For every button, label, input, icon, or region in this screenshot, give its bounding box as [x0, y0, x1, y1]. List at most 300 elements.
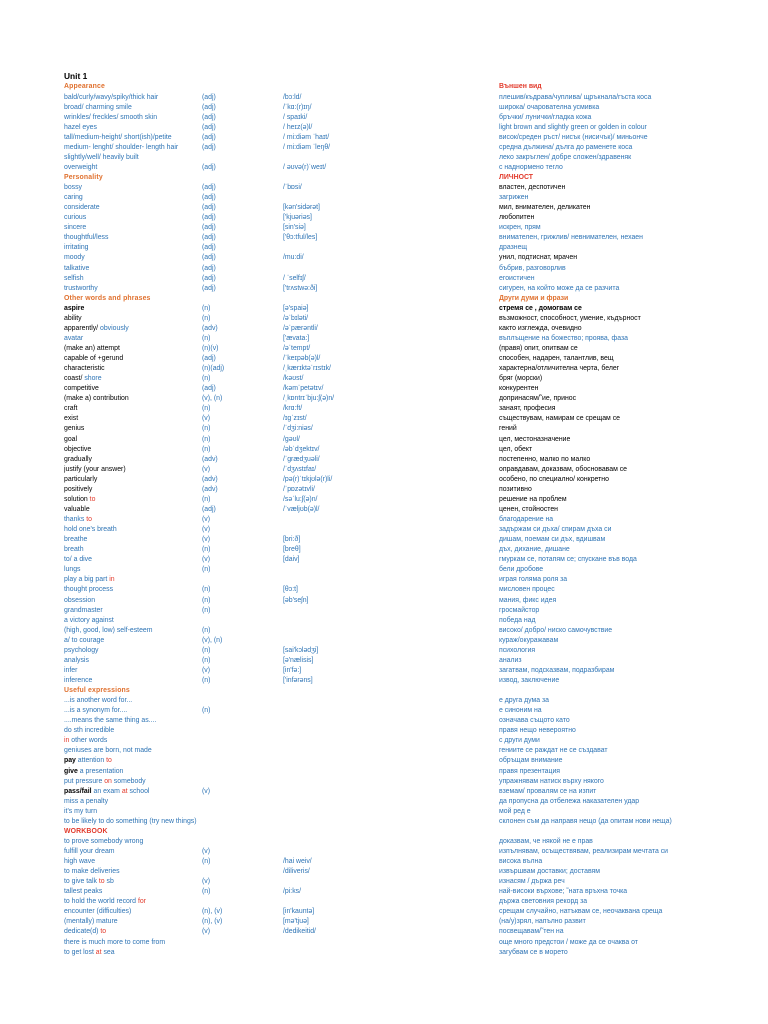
part-of-speech: (adj): [202, 93, 216, 101]
pronunciation: /krɑ:ft/: [283, 405, 303, 413]
term: exist: [64, 415, 79, 423]
term: geniuses are born, not made: [64, 747, 152, 755]
part-of-speech: (v): [202, 928, 211, 936]
translation: висок/среден ръст/ нисък (нисичък)/ миньонче: [499, 133, 648, 141]
term: selfish: [64, 274, 84, 282]
term-part: somebody: [111, 777, 146, 785]
part-of-speech: (adj): [202, 234, 216, 242]
term: irritating: [64, 244, 89, 252]
part-of-speech: (adj): [202, 254, 216, 262]
vocabulary-row: [0, 435, 768, 445]
translation: означава същото като: [499, 717, 570, 725]
pronunciation: / əʊvə(r)ˈweɪt/: [283, 163, 327, 171]
translation: характерна/отличителна черта, белег: [499, 365, 620, 373]
vocabulary-row: [0, 596, 768, 606]
vocabulary-row: [0, 907, 768, 917]
part-of-speech: (v): [202, 516, 211, 523]
vocabulary-row: [0, 726, 768, 736]
term: [64, 575, 198, 585]
part-of-speech: (adj): [202, 133, 216, 141]
translation: правя презентация: [499, 767, 561, 775]
pronunciation: /mu:di/: [283, 254, 304, 262]
term: bald/curly/wavy/spiky/thick hair: [64, 93, 159, 101]
translation: способен, надарен, талантлив, вещ: [499, 355, 614, 362]
vocabulary-row: [0, 113, 768, 123]
pronunciation: [əb'seʃn]: [283, 596, 309, 604]
vocabulary-row: [0, 364, 768, 374]
pronunciation: / ˈselfɪʃ/: [283, 274, 306, 282]
translation: задържам си дъха/ спирам дъха си: [499, 526, 612, 533]
vocabulary-row: [0, 857, 768, 867]
term: sincere: [64, 224, 87, 232]
vocabulary-row: [0, 354, 768, 364]
translation: Други думи и фрази: [499, 294, 569, 302]
pronunciation: /səˈlu:ʃ(ə)n/: [283, 495, 318, 503]
vocabulary-row: [0, 877, 768, 887]
vocabulary-row: [0, 606, 768, 616]
translation: сигурен, на който може да се разчита: [499, 284, 620, 292]
section-heading: Other words and phrases: [64, 294, 151, 302]
term: [64, 756, 198, 766]
term: hazel eyes: [64, 123, 97, 131]
pronunciation: ['infərəns]: [283, 676, 313, 684]
term-part: solution: [64, 495, 90, 503]
vocabulary-row: [0, 777, 768, 787]
vocabulary-row: [0, 274, 768, 284]
translation: (правя) опит, опитвам се: [499, 345, 578, 352]
translation: въплъщение на божество; проява, фаза: [499, 334, 628, 342]
term-part: attention: [75, 757, 107, 765]
part-of-speech: (adv): [202, 455, 218, 463]
translation: вземам/ провалям се на изпит: [499, 787, 597, 795]
term: to be likely to do something (try new things): [64, 817, 197, 825]
term: encounter (difficulties): [64, 908, 132, 916]
term: trustworthy: [64, 284, 98, 292]
term: miss a penalty: [64, 797, 109, 805]
term: [64, 515, 198, 525]
part-of-speech: (n): [202, 626, 211, 634]
vocabulary-row: [0, 706, 768, 716]
term-part: pay: [64, 757, 76, 765]
vocabulary-row: [0, 797, 768, 807]
term-part: other words: [69, 737, 108, 745]
term: [64, 736, 198, 746]
translation: бели дробове: [499, 566, 544, 574]
section-heading-row: [0, 82, 768, 92]
part-of-speech: (v): [202, 556, 211, 564]
term: positively: [64, 485, 93, 493]
term: [64, 324, 198, 334]
term-part: coast/: [64, 375, 85, 383]
vocabulary-row: [0, 887, 768, 897]
translation: конкурентен: [499, 385, 539, 393]
translation: леко закръглен/ добре сложен/здравеняк: [499, 153, 632, 161]
term: [64, 787, 198, 797]
term-part: to: [106, 757, 112, 765]
translation: (на/у)зрял, напълно развит: [499, 918, 586, 926]
vocabulary-row: [0, 867, 768, 877]
pronunciation: /diliveris/: [283, 868, 310, 876]
part-of-speech: (adj): [202, 244, 216, 252]
term: overweight: [64, 163, 98, 171]
vocabulary-row: [0, 485, 768, 495]
term: grandmaster: [64, 606, 103, 614]
pronunciation: [θɔ:t]: [283, 586, 298, 594]
translation: ЛИЧНОСТ: [499, 173, 533, 181]
term: breath: [64, 546, 84, 554]
term: thought process: [64, 586, 114, 594]
part-of-speech: (v): [202, 787, 211, 795]
part-of-speech: (v): [202, 878, 211, 886]
vocabulary-row: [0, 465, 768, 475]
vocabulary-row: [0, 243, 768, 253]
vocabulary-row: [0, 585, 768, 595]
pronunciation: /dedikeitid/: [283, 928, 316, 936]
translation: мил, внимателен, деликатен: [499, 204, 591, 212]
pronunciation: /ˌkærɪktəˈrɪstɪk/: [283, 365, 331, 373]
part-of-speech: (adj): [202, 103, 216, 111]
term: hold one's breath: [64, 526, 117, 533]
translation: мания, фикс идея: [499, 596, 557, 604]
translation: благодарение на: [499, 516, 554, 523]
term: caring: [64, 194, 83, 202]
vocabulary-row: [0, 666, 768, 676]
term-part: in: [109, 576, 115, 584]
vocabulary-row: [0, 616, 768, 626]
vocabulary-row: [0, 223, 768, 233]
part-of-speech: (n): [202, 707, 211, 715]
translation: склонен съм да направя нещо (да опитам нови неща): [499, 817, 672, 825]
pronunciation: [breθ]: [283, 546, 301, 554]
pronunciation: ['θɔ:tful/les]: [283, 234, 318, 242]
translation: ценен, стойностен: [499, 505, 558, 513]
translation: бръчки/ лунички/гладка кожа: [499, 113, 592, 121]
part-of-speech: (n), (v): [202, 908, 223, 916]
vocabulary-row: [0, 696, 768, 706]
term: bossy: [64, 184, 83, 191]
pronunciation: / mi:diəm ˈleŋθ/: [283, 143, 331, 151]
translation: правя нещо невероятно: [499, 727, 576, 735]
part-of-speech: (v): [202, 415, 211, 423]
term: [64, 927, 198, 937]
term: curious: [64, 214, 87, 222]
term: competitive: [64, 385, 99, 393]
pronunciation: /ˌkɒntrɪˈbju:ʃ(ə)n/: [283, 395, 335, 403]
term: craft: [64, 405, 78, 413]
term: psychology: [64, 646, 99, 654]
part-of-speech: (n): [202, 405, 211, 413]
vocabulary-row: [0, 767, 768, 777]
pronunciation: /kəmˈpetətɪv/: [283, 385, 324, 393]
part-of-speech: (n)(adj): [202, 365, 225, 373]
translation: най-високи върхове; ˜ната връхна точка: [499, 888, 628, 896]
pronunciation: ['kjuəriəs]: [283, 214, 312, 222]
pronunciation: ['trʌstwə:ði]: [283, 284, 318, 292]
pronunciation: /ˈvæljʊb(ə)l/: [283, 505, 320, 513]
term-part: at: [121, 787, 128, 795]
vocabulary-row: [0, 233, 768, 243]
part-of-speech: (n): [202, 435, 211, 443]
translation: особено, по специално/ конкретно: [499, 475, 609, 483]
pronunciation: /əˈtempt/: [283, 345, 311, 352]
vocabulary-row: [0, 817, 768, 827]
translation: гмуркам се, потапям се; спускане във вода: [499, 556, 637, 564]
translation: да пропусна да отбележа наказателен удар: [499, 797, 640, 805]
part-of-speech: (n): [202, 314, 211, 322]
term: valuable: [64, 505, 90, 513]
term-part: at: [95, 948, 102, 956]
pronunciation: /ˈdʒʌstɪfaɪ/: [283, 465, 317, 473]
term: tallest peaks: [64, 888, 103, 896]
pronunciation: [in'kauntə]: [283, 908, 315, 916]
pronunciation: / spaɪki/: [283, 113, 308, 121]
part-of-speech: (adv): [202, 475, 218, 483]
part-of-speech: (v): [202, 666, 211, 674]
vocabulary-row: [0, 183, 768, 193]
translation: висока вълна: [499, 858, 543, 865]
vocabulary-row: [0, 344, 768, 354]
translation: загатвам, подсказвам, подразбирам: [499, 666, 615, 674]
pronunciation: /ˈɡrædʒuəli/: [283, 455, 320, 463]
vocabulary-row: [0, 374, 768, 384]
translation: победа над: [499, 616, 536, 624]
vocabulary-row: [0, 525, 768, 535]
translation: обръщам внимание: [499, 757, 563, 765]
term: [64, 374, 198, 384]
term-part: to get lost: [64, 948, 96, 956]
pronunciation: /ɡəʊl/: [283, 435, 300, 443]
pronunciation: /pə(r)ˈtɪkjʊlə(r)li/: [283, 475, 333, 483]
translation: гросмайстор: [499, 606, 540, 614]
translation: Външен вид: [499, 83, 542, 91]
section-heading: Personality: [64, 173, 103, 181]
part-of-speech: (adj): [202, 214, 216, 222]
vocabulary-row: [0, 646, 768, 656]
term: to/ a dive: [64, 556, 92, 564]
part-of-speech: (adj): [202, 264, 216, 272]
part-of-speech: (n): [202, 425, 211, 433]
term: talkative: [64, 264, 90, 272]
term: [64, 767, 198, 777]
term-part: to: [86, 516, 92, 523]
translation: кураж/окуражавам: [499, 636, 559, 644]
part-of-speech: (n): [202, 334, 211, 342]
term: tall/medium-height/ short(ish)/petite: [64, 133, 172, 141]
vocabulary-row: [0, 565, 768, 575]
section-heading: WORKBOOK: [64, 827, 108, 835]
term-part: play a big part: [64, 576, 110, 584]
vocabulary-row: [0, 414, 768, 424]
translation: е друга дума за: [499, 697, 549, 705]
vocabulary-row: [0, 324, 768, 334]
vocabulary-row: [0, 626, 768, 636]
term: ...is another word for...: [64, 697, 133, 705]
translation: оправдавам, доказвам, обосновавам се: [499, 465, 628, 473]
translation: извод, заключение: [499, 676, 560, 684]
vocabulary-row: [0, 736, 768, 746]
vocabulary-row: [0, 555, 768, 565]
vocabulary-row: [0, 253, 768, 263]
part-of-speech: (n): [202, 596, 211, 604]
part-of-speech: (adj): [202, 184, 216, 191]
term: a victory against: [64, 616, 114, 624]
part-of-speech: (adj): [202, 123, 216, 131]
pronunciation: /əˈpærəntli/: [283, 324, 318, 332]
part-of-speech: (adj): [202, 355, 216, 362]
pronunciation: ['ævata:]: [283, 334, 310, 342]
term: (high, good, low) self-esteem: [64, 626, 153, 634]
part-of-speech: (n): [202, 656, 211, 664]
translation: срещам случайно, натъквам се, неочаквана среща: [499, 908, 663, 916]
vocabulary-row: [0, 897, 768, 907]
translation: упражнявам натиск върху някого: [499, 777, 604, 785]
vocabulary-row: [0, 676, 768, 686]
translation: властен, деспотичен: [499, 184, 566, 191]
translation: както изглежда, очевидно: [499, 324, 582, 332]
vocabulary-row: [0, 284, 768, 294]
term: genius: [64, 425, 85, 433]
translation: цел, обект: [499, 445, 533, 453]
part-of-speech: (n): [202, 676, 211, 684]
term: breathe: [64, 536, 88, 544]
translation: още много предстои / може да се очаква от: [499, 938, 638, 946]
part-of-speech: (v), (n): [202, 395, 223, 403]
part-of-speech: (adj): [202, 224, 216, 232]
vocabulary-row: [0, 535, 768, 545]
pronunciation: /bɔ:ld/: [283, 93, 302, 101]
pronunciation: [sin'siə]: [283, 224, 306, 232]
term: avatar: [64, 334, 84, 342]
pronunciation: /əˈbɪləti/: [283, 314, 309, 322]
part-of-speech: (adj): [202, 204, 216, 212]
part-of-speech: (n): [202, 495, 211, 503]
vocabulary-row: [0, 545, 768, 555]
term: inference: [64, 676, 93, 684]
translation: light brown and slightly green or golden in colour: [499, 123, 647, 131]
translation: загрижен: [499, 194, 529, 202]
translation: дишам, поемам си дъх, вдишвам: [499, 536, 606, 544]
part-of-speech: (n)(v): [202, 345, 219, 352]
vocabulary-row: [0, 394, 768, 404]
vocabulary-row: [0, 948, 768, 958]
term: slightly/well/ heavily built: [64, 153, 139, 161]
pronunciation: / heɪz(ə)l/: [283, 123, 313, 131]
translation: изнасям / държа реч: [499, 878, 565, 886]
term-part: sea: [101, 948, 115, 956]
vocabulary-row: [0, 938, 768, 948]
vocabulary-row: [0, 404, 768, 414]
part-of-speech: (n): [202, 546, 211, 554]
vocabulary-row: [0, 264, 768, 274]
term: fulfill your dream: [64, 848, 115, 855]
pronunciation: [daiv]: [283, 556, 300, 564]
term-part: an exam: [91, 787, 122, 795]
translation: анализ: [499, 656, 522, 664]
section-heading-row: [0, 827, 768, 837]
term: to make deliveries: [64, 868, 120, 876]
term: ...is a synonym for....: [64, 707, 128, 715]
term-part: to give talk: [64, 878, 99, 886]
term: justify (your answer): [64, 465, 126, 473]
vocabulary-row: [0, 193, 768, 203]
translation: допринасям/˜ие, принос: [499, 395, 577, 403]
term: [64, 897, 198, 907]
term: particularly: [64, 475, 98, 483]
vocabulary-row: [0, 143, 768, 153]
section-heading-row: [0, 294, 768, 304]
translation: средна дължина/ дълга до раменете коса: [499, 143, 633, 151]
translation: изпълнявам, осъществявам, реализирам мечтата си: [499, 848, 668, 855]
translation: дъх, дихание, дишане: [499, 546, 570, 554]
vocabulary-row: [0, 133, 768, 143]
term: [64, 777, 198, 787]
part-of-speech: (n): [202, 566, 211, 574]
term: [64, 877, 198, 887]
part-of-speech: (n), (v): [202, 918, 223, 926]
vocabulary-row: [0, 213, 768, 223]
translation: егоистичен: [499, 274, 535, 282]
vocabulary-row: [0, 847, 768, 857]
translation: загубвам се в морето: [499, 948, 568, 956]
term-part: pass/fail: [64, 787, 92, 795]
term: aspire: [64, 304, 85, 312]
pronunciation: [sai'kɔlədʒi]: [283, 646, 319, 654]
term: analysis: [64, 656, 89, 664]
term: infer: [64, 666, 78, 674]
section-heading-row: [0, 173, 768, 183]
translation: с наднормено тегло: [499, 163, 563, 171]
vocabulary-row: [0, 927, 768, 937]
translation: широка/ очарователна усмивка: [499, 103, 600, 111]
term: (make a) contribution: [64, 395, 129, 403]
vocabulary-row: [0, 837, 768, 847]
vocabulary-row: [0, 575, 768, 585]
translation: позитивно: [499, 485, 532, 493]
translation: решение на проблем: [499, 495, 567, 503]
part-of-speech: (n): [202, 304, 211, 312]
unit-title: Unit 1: [64, 71, 88, 81]
translation: внимателен, грижлив/ невнимателен, нехаен: [499, 234, 643, 242]
pronunciation: /kəʊst/: [283, 375, 304, 383]
translation: мисловен процес: [499, 586, 555, 594]
term: characteristic: [64, 365, 105, 373]
vocabulary-row: [0, 475, 768, 485]
pronunciation: /ˈpɒzətɪvli/: [283, 485, 315, 493]
vocabulary-row: [0, 746, 768, 756]
part-of-speech: (adj): [202, 505, 216, 513]
section-heading-row: [0, 686, 768, 696]
vocabulary-row: [0, 304, 768, 314]
pronunciation: [ə'nælisis]: [283, 656, 314, 664]
part-of-speech: (n): [202, 606, 211, 614]
part-of-speech: (n): [202, 445, 211, 453]
term: lungs: [64, 566, 81, 574]
part-of-speech: (adj): [202, 113, 216, 121]
vocabulary-row: [0, 103, 768, 113]
translation: играя голяма роля за: [499, 576, 568, 584]
term: goal: [64, 435, 78, 443]
term-part: a presentation: [77, 767, 124, 775]
section-heading: Appearance: [64, 83, 105, 91]
translation: плешив/къдрава/чуплива/ щръкнала/гъста коса: [499, 93, 652, 101]
vocabulary-row: [0, 787, 768, 797]
pronunciation: [ə'spaiə]: [283, 304, 309, 312]
translation: гениите се раждат не се създават: [499, 747, 608, 755]
vocabulary-row: [0, 153, 768, 163]
term-part: for: [137, 898, 146, 906]
pronunciation: /ˈbɒsi/: [283, 184, 302, 191]
translation: бряг (морски): [499, 375, 543, 383]
